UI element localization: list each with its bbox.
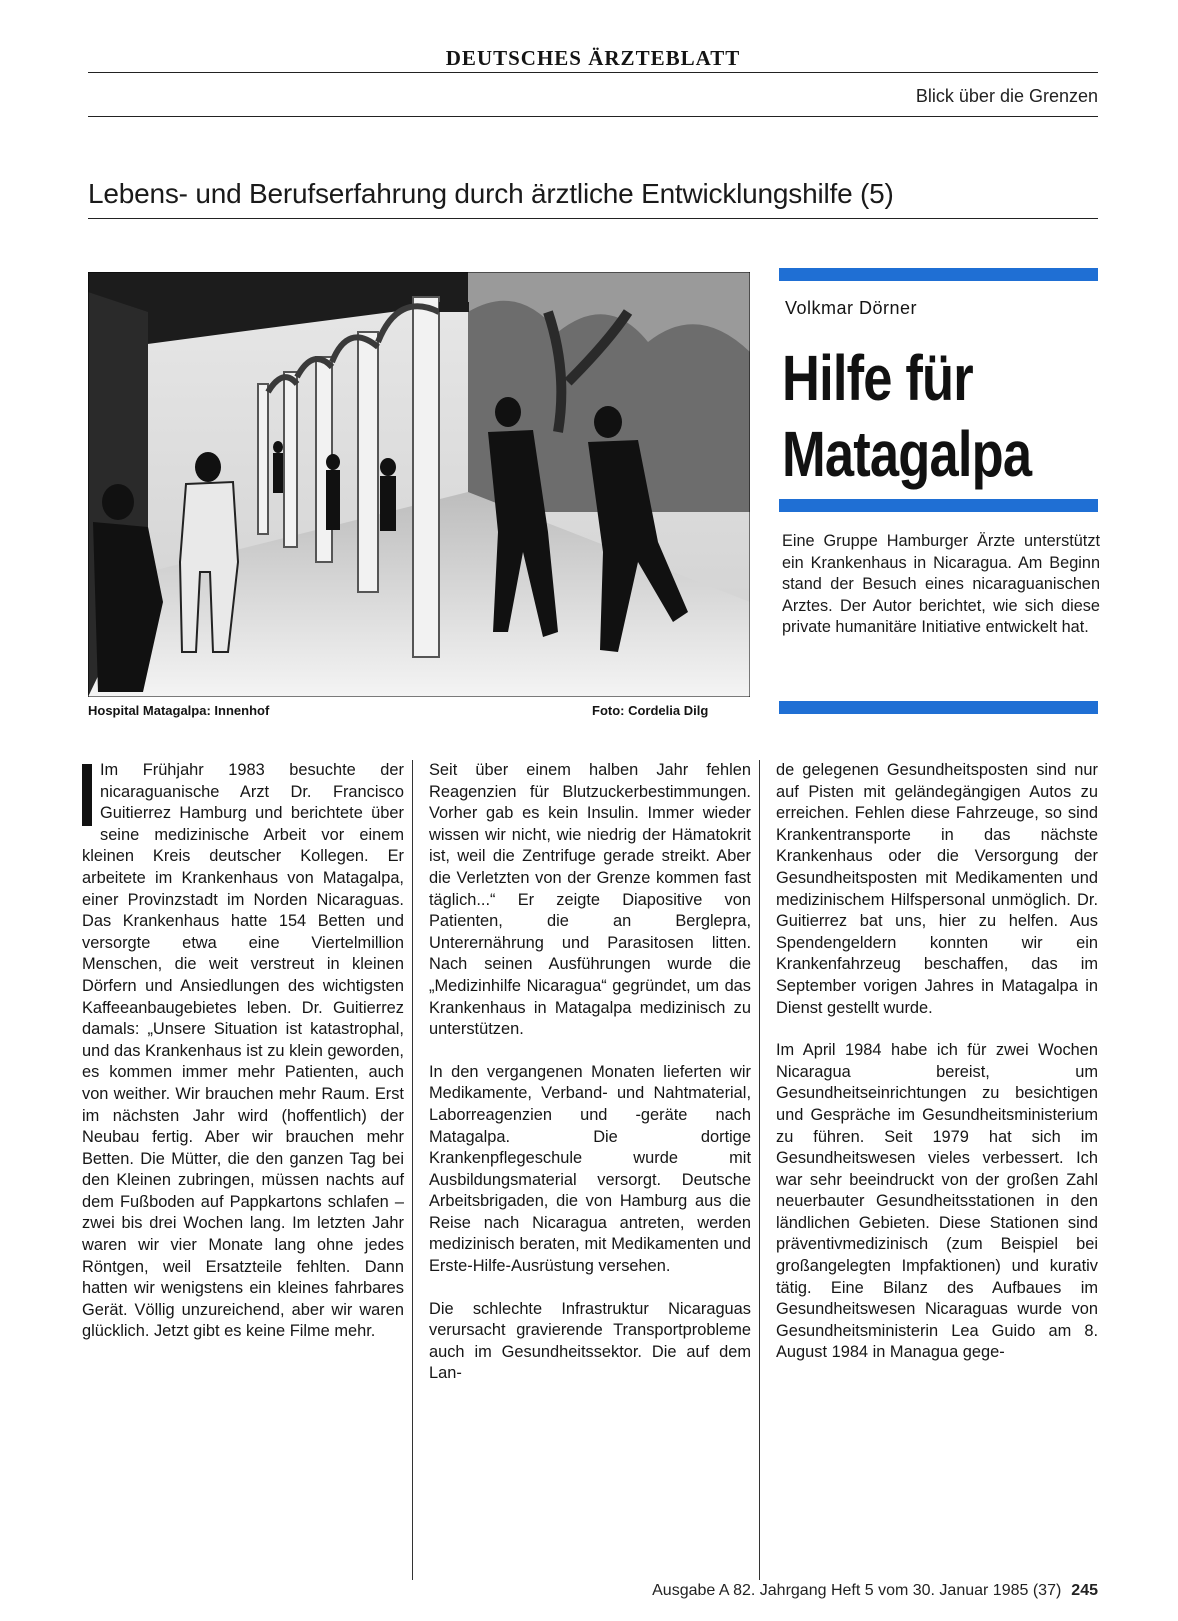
body-paragraph: Im April 1984 habe ich für zwei Wochen Nicaragua bereist, um Gesundheitseinrichtungen zu besichtigen und Gespräche im Gesundheitsministerium zu führen. Seit 1979 hat sich im Gesundheitswesen vieles verbessert. Ich war sehr beeindruckt von der großen Zahl neuerbauter Gesundheitsstationen in den ländlichen Gebieten. Diese Stationen sind präventivmedizinisch (zum Beispiel bei großangelegten Impfaktionen) und kurativ tätig. Eine Bilanz des Aufbaues im Gesundheitswesen Nicaraguas wurde von Gesundheitsministerin Lea Guido am 8. August 1984 in Managua gege-: [776, 1041, 1098, 1362]
body-column-1: [82, 760, 404, 1364]
body-paragraph: Im Frühjahr 1983 besuchte der nicaraguanische Arzt Dr. Francisco Guitierrez Hamburg und berichtete über seine medizinische Arbeit vor einem kleinen Kreis deutscher Kollegen. Er arbeitete im Krankenhaus von Matagalpa, einer Provinzstadt im Norden Nicaraguas. Das Krankenhaus hatte 154 Betten und versorgte etwa eine Viertelmillion Menschen, die weit verstreut in kleinen Dörfern und Ansiedlungen des wichtigsten Kaffeeanbaugebietes leben. Dr. Guitierrez damals: „Unsere Situation ist katastrophal, und das Krankenhaus ist zu klein geworden, es kommen immer mehr Patienten, auch von weither. Wir brauchen mehr Raum. Erst im nächsten Jahr wird (hoffentlich) der Neubau fertig. Aber wir brauchen mehr Betten. Die Mütter, die den ganzen Tag bei den Kleinen zubringen, müssen nachts auf dem Fußboden auf Pappkartons schlafen – zwei bis drei Wochen lang. Im letzten Jahr waren wir vier Monate lang ohne jedes Röntgen, weil Ersatzteile fehlten. Dann hatten wir wenigstens ein kleines fahrbares Gerät. Völlig unzureichend, aber wir waren glücklich. Jetzt gibt es keine Filme mehr.: [82, 761, 404, 1341]
masthead-rule: [88, 72, 1098, 73]
body-column-3: [776, 760, 1098, 1385]
body-paragraph: Die schlechte Infrastruktur Nicaraguas verursacht gravierende Transportprobleme auch im Gesundheitssektor. Die auf dem Lan-: [429, 1299, 751, 1383]
issue-info: Ausgabe A 82. Jahrgang Heft 5 vom 30. Januar 1985 (37): [652, 1582, 1062, 1599]
column-divider: [412, 760, 413, 1580]
section-rule: [88, 116, 1098, 117]
masthead: DEUTSCHES ÄRZTEBLATT: [445, 46, 741, 70]
body-paragraph: Seit über einem halben Jahr fehlen Reagenzien für Blutzuckerbestimmungen. Vorher gab es kein Insulin. Immer wieder wissen wir nicht, wie niedrig der Hämatokrit ist, weil die Zentrifuge gerade streikt. Aber die Verletzten von der Grenze kommen fast täglich...“ Er zeigte Diapositive von Patienten, die an Berglepra, Unterernährung und Parasitosen litten. Nach seinen Ausführungen wurde die „Medizinhilfe Nicaragua“ gegründet, um das Krankenhaus in Matagalpa medizinisch zu unterstützen.: [429, 761, 751, 1039]
photo-credit: Foto: Cordelia Dilg: [592, 703, 709, 718]
body-paragraph: de gelegenen Gesundheitsposten sind nur auf Pisten mit geländegängigen Autos zu erreichen. Fehlen diese Fahrzeuge, so sind Krankentransporte in das nächste Krankenhaus oder die Versorgung der Gesundheitsposten mit Medikamenten und medizinischem Hilfspersonal unmöglich. Dr. Guitierrez bat uns, hier zu helfen. Aus Spendengeldern konnten wir ein Krankenfahrzeug beschaffen, das im September vorigen Jahres in Matagalpa in Dienst gestellt wurde.: [776, 761, 1098, 1017]
body-column-2: [429, 760, 751, 1406]
page-footer: [0, 1582, 1098, 1600]
headline-line-1: Hilfe für: [782, 342, 973, 414]
series-title: Lebens- und Berufserfahrung durch ärztliche Entwicklungshilfe (5): [88, 178, 894, 209]
headline-line-2: Matagalpa: [782, 418, 1032, 490]
accent-bar-bottom: [779, 701, 1098, 714]
hospital-courtyard-photo: [88, 272, 750, 697]
lead-paragraph: Eine Gruppe Hamburger Ärzte unterstützt ein Krankenhaus in Nicaragua. Am Beginn stand der Besuch eines nicaraguanischen Arztes. Der Autor berichtet, wie sich diese private humanitäre Initiative entwickelt hat.: [782, 532, 1100, 636]
headline: [782, 340, 1044, 492]
body-paragraph: In den vergangenen Monaten lieferten wir Medikamente, Verband- und Nahtmaterial, Laborreagenzien und -geräte nach Matagalpa. Die dortige Krankenpflegeschule wurde mit Ausbildungsmaterial versorgt. Deutsche Arbeitsbrigaden, die von Hamburg aus die Reise nach Nicaragua antreten, werden medizinisch beraten, mit Medikamenten und Erste-Hilfe-Ausrüstung versehen.: [429, 1062, 751, 1276]
section-label: Blick über die Grenzen: [915, 86, 1098, 106]
author-name: Volkmar Dörner: [785, 298, 918, 318]
accent-bar-middle: [779, 499, 1098, 512]
column-divider: [759, 760, 760, 1580]
dropcap-block: [82, 764, 92, 826]
photo-caption: Hospital Matagalpa: Innenhof: [88, 703, 270, 718]
accent-bar-top: [779, 268, 1098, 281]
series-title-rule: [88, 218, 1098, 219]
page-number: 245: [1071, 1582, 1098, 1599]
